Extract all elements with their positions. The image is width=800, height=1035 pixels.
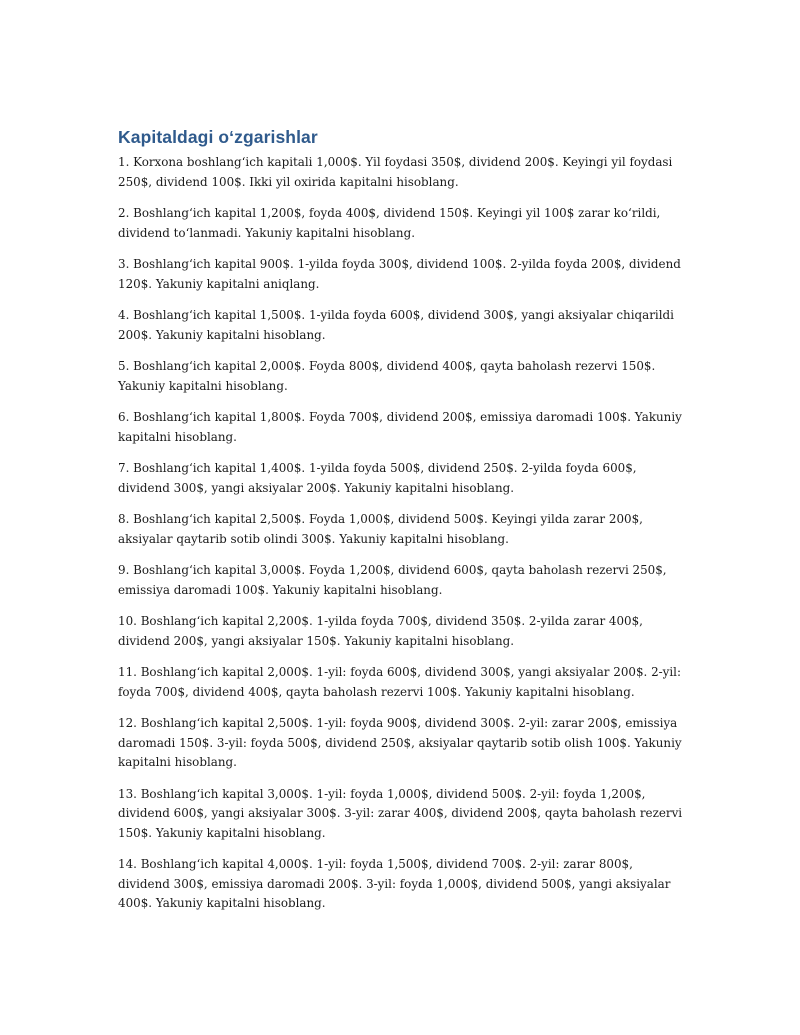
- problem-4: 4. Boshlangʻich kapital 1,500$. 1-yilda foyda 600$, dividend 300$, yangi aksiyalar chiqarildi 200$. Yakuniy kapitalni hisoblang.: [118, 308, 674, 342]
- document-title: Kapitaldagi oʻzgarishlar: [118, 127, 318, 147]
- problem-9: 9. Boshlangʻich kapital 3,000$. Foyda 1,200$, dividend 600$, qayta baholash rezervi 250$, emissiya daromadi 100$. Yakuniy kapitalni hisoblang.: [118, 563, 667, 597]
- problem-13: 13. Boshlangʻich kapital 3,000$. 1-yil: foyda 1,000$, dividend 500$. 2-yil: foyda 1,200$, dividend 600$, yangi aksiyalar 300$. 3-yil: zarar 400$, dividend 200$, qayta baholash rezervi 150$. Yakuniy kapitalni hisoblang.: [118, 786, 683, 840]
- problem-1: 1. Korxona boshlangʻich kapitali 1,000$. Yil foydasi 350$, dividend 200$. Keyingi yil foydasi 250$, dividend 100$. Ikki yil oxirida kapitalni hisoblang.: [118, 155, 673, 189]
- problem-12: 12. Boshlangʻich kapital 2,500$. 1-yil: foyda 900$, dividend 300$. 2-yil: zarar 200$, emissiya daromadi 150$. 3-yil: foyda 500$, dividend 250$, aksiyalar qaytarib sotib olish 100$. Yakuniy kapitalni hisoblang.: [118, 716, 682, 769]
- problem-14: 14. Boshlangʻich kapital 4,000$. 1-yil: foyda 1,500$, dividend 700$. 2-yil: zarar 800$, dividend 300$, emissiya daromadi 200$. 3-yil: foyda 1,000$, dividend 500$, yangi aksiyalar 400$. Yakuniy kapitalni hisoblang.: [118, 857, 671, 910]
- problem-7: 7. Boshlangʻich kapital 1,400$. 1-yilda foyda 500$, dividend 250$. 2-yilda foyda 600$, dividend 300$, yangi aksiyalar 200$. Yakuniy kapitalni hisoblang.: [118, 461, 637, 495]
- problem-3: 3. Boshlangʻich kapital 900$. 1-yilda foyda 300$, dividend 100$. 2-yilda foyda 200$, dividend 120$. Yakuniy kapitalni aniqlang.: [118, 257, 681, 291]
- problem-2: 2. Boshlangʻich kapital 1,200$, foyda 400$, dividend 150$. Keyingi yil 100$ zarar koʻrildi, dividend toʻlanmadi. Yakuniy kapitalni hisoblang.: [118, 206, 661, 240]
- problem-8: 8. Boshlangʻich kapital 2,500$. Foyda 1,000$, dividend 500$. Keyingi yilda zarar 200$, aksiyalar qaytarib sotib olindi 300$. Yakuniy kapitalni hisoblang.: [118, 512, 643, 546]
- problem-6: 6. Boshlangʻich kapital 1,800$. Foyda 700$, dividend 200$, emissiya daromadi 100$. Yakuniy kapitalni hisoblang.: [118, 410, 682, 444]
- problem-11: 11. Boshlangʻich kapital 2,000$. 1-yil: foyda 600$, dividend 300$, yangi aksiyalar 200$. 2-yil: foyda 700$, dividend 400$, qayta baholash rezervi 100$. Yakuniy kapitalni hisoblang.: [118, 665, 681, 699]
- document-body: [118, 126, 686, 926]
- problem-5: 5. Boshlangʻich kapital 2,000$. Foyda 800$, dividend 400$, qayta baholash rezervi 150$. Yakuniy kapitalni hisoblang.: [118, 359, 656, 393]
- problem-10: 10. Boshlangʻich kapital 2,200$. 1-yilda foyda 700$, dividend 350$. 2-yilda zarar 400$, dividend 200$, yangi aksiyalar 150$. Yakuniy kapitalni hisoblang.: [118, 614, 643, 648]
